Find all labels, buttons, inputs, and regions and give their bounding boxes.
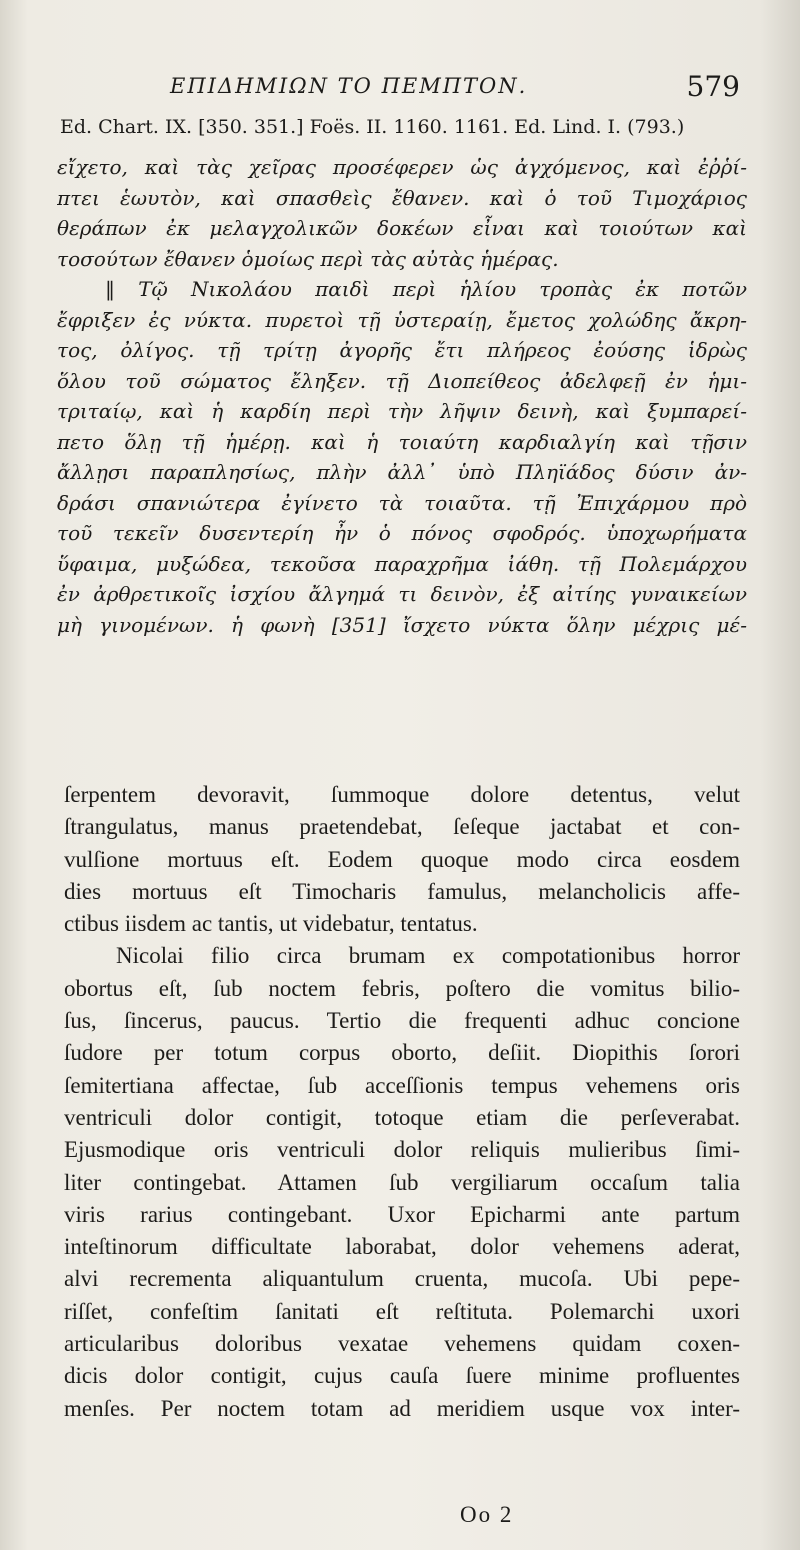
running-title: ΕΠΙΔΗΜΙΩΝ ΤΟ ΠΕΜΠΤΟΝ. <box>170 74 528 98</box>
latin-line: articularibus doloribus vexatae vehemens quidam coxen- <box>64 1331 740 1357</box>
greek-line: μὴ γινομένων. ἡ φωνὴ [351] ἴσχετο νύκτα ὅλην μέχρις μέ- <box>57 612 747 637</box>
latin-line: dies mortuus eſt Timocharis famulus, melancholicis affe- <box>64 878 740 904</box>
page-header <box>60 70 740 114</box>
greek-line: εἴχετο, καὶ τὰς χεῖρας προσέφερεν ὡς ἀγχόμενος, καὶ ἐῤῥί- <box>57 155 747 179</box>
latin-line: ſerpentem devoravit, ſummoque dolore detentus, velut <box>64 782 740 807</box>
latin-line: ſtrangulatus, manus praetendebat, ſeſeque jactabat et con- <box>64 814 740 840</box>
edition-reference: Ed. Chart. IX. [350. 351.] Foës. II. 1160. 1161. Ed. Lind. I. (793.) <box>60 116 685 138</box>
greek-line: ‖ Τῷ Νικολάου παιδὶ περὶ ἡλίου τροπὰς ἐκ ποτῶν <box>105 277 747 301</box>
greek-text-block <box>57 152 747 640</box>
greek-line: ἔφριξεν ἐς νύκτα. πυρετοὶ τῇ ὑστεραίῃ, ἔμετος χολώδης ἄκρη- <box>57 307 747 332</box>
latin-line: alvi recrementa aliquantulum cruenta, mucoſa. Ubi pepe- <box>64 1266 740 1292</box>
greek-line: τριταίῳ, καὶ ἡ καρδίη περὶ τὴν λῆψιν δεινὴ, καὶ ξυμπαρεί- <box>57 399 747 423</box>
greek-line: πετο ὅλῃ τῇ ἡμέρῃ. καὶ ἡ τοιαύτη καρδιαλγίη καὶ τῇσιν <box>57 429 747 454</box>
latin-line: ctibus iisdem ac tantis, ut videbatur, tentatus. <box>64 911 478 937</box>
greek-line: δράσι σπανιώτερα ἐγίνετο τὰ τοιαῦτα. τῇ Ἐπιχάρμου πρὸ <box>57 490 747 515</box>
greek-line: ἄλλῃσι παραπλησίως, πλὴν ἀλλ᾽ ὑπὸ Πληϊάδος δύσιν ἀν- <box>57 460 747 484</box>
greek-line: ἐν ἀρθρετικοῖς ἰσχίου ἄλγημά τι δεινὸν, ἐξ αἰτίης γυναικείων <box>57 582 747 606</box>
latin-line: ventriculi dolor contigit, totoque etiam die perſeverabat. <box>64 1104 740 1130</box>
page-number: 579 <box>686 70 740 103</box>
greek-line: τοῦ τεκεῖν δυσεντερίη ἦν ὁ πόνος σφοδρός. ὑποχωρήματα <box>57 521 747 545</box>
greek-line: πτει ἑωυτὸν, καὶ σπασθεὶς ἔθανεν. καὶ ὁ τοῦ Τιμοχάριος <box>57 185 747 210</box>
latin-line: ſus, ſincerus, paucus. Tertio die frequenti adhuc concione <box>64 1008 740 1034</box>
latin-line: vulſione mortuus eſt. Eodem quoque modo circa eosdem <box>64 846 740 872</box>
latin-line: riſſet, confeſtim ſanitati eſt reſtituta. Polemarchi uxori <box>64 1298 740 1324</box>
greek-line: ὕφαιμα, μυξώδεα, τεκοῦσα παραχρῆμα ἰάθη. τῇ Πολεμάρχου <box>57 551 747 576</box>
latin-line: liter contingebat. Attamen ſub vergiliarum occaſum talia <box>64 1169 740 1195</box>
latin-line: Nicolai filio circa brumam ex compotationibus horror <box>116 943 740 969</box>
latin-line: menſes. Per noctem totam ad meridiem usque vox inter- <box>64 1395 740 1421</box>
latin-line: inteſtinorum difficultate laborabat, dolor vehemens aderat, <box>64 1234 740 1260</box>
latin-line: Ejusmodique oris ventriculi dolor reliquis mulieribus ſimi- <box>64 1137 740 1163</box>
latin-line: ſudore per totum corpus oborto, deſiit. Diopithis ſorori <box>64 1040 740 1066</box>
latin-line: ſemitertiana affectae, ſub acceſſionis tempus vehemens oris <box>64 1072 740 1098</box>
greek-line: τοσούτων ἔθανεν ὁμοίως περὶ τὰς αὐτὰς ἡμέρας. <box>57 246 559 271</box>
latin-text-block <box>64 779 740 1425</box>
latin-line: obortus eſt, ſub noctem febris, poſtero die vomitus bilio- <box>64 975 740 1001</box>
signature-mark: Oo 2 <box>460 1502 514 1527</box>
greek-line: τος, ὀλίγος. τῇ τρίτῃ ἀγορῆς ἔτι πλήρεος ἐούσης ἱδρὼς <box>57 338 747 362</box>
greek-line: ὅλου τοῦ σώματος ἔληξεν. τῇ Διοπείθεος ἀδελφεῇ ἐν ἡμι- <box>57 368 747 393</box>
latin-line: dicis dolor contigit, cujus cauſa ſuere minime profluentes <box>64 1363 740 1389</box>
greek-line: θεράπων ἐκ μελαγχολικῶν δοκέων εἶναι καὶ τοιούτων καὶ <box>57 216 747 240</box>
latin-line: viris rarius contingebant. Uxor Epicharmi ante partum <box>64 1201 740 1227</box>
